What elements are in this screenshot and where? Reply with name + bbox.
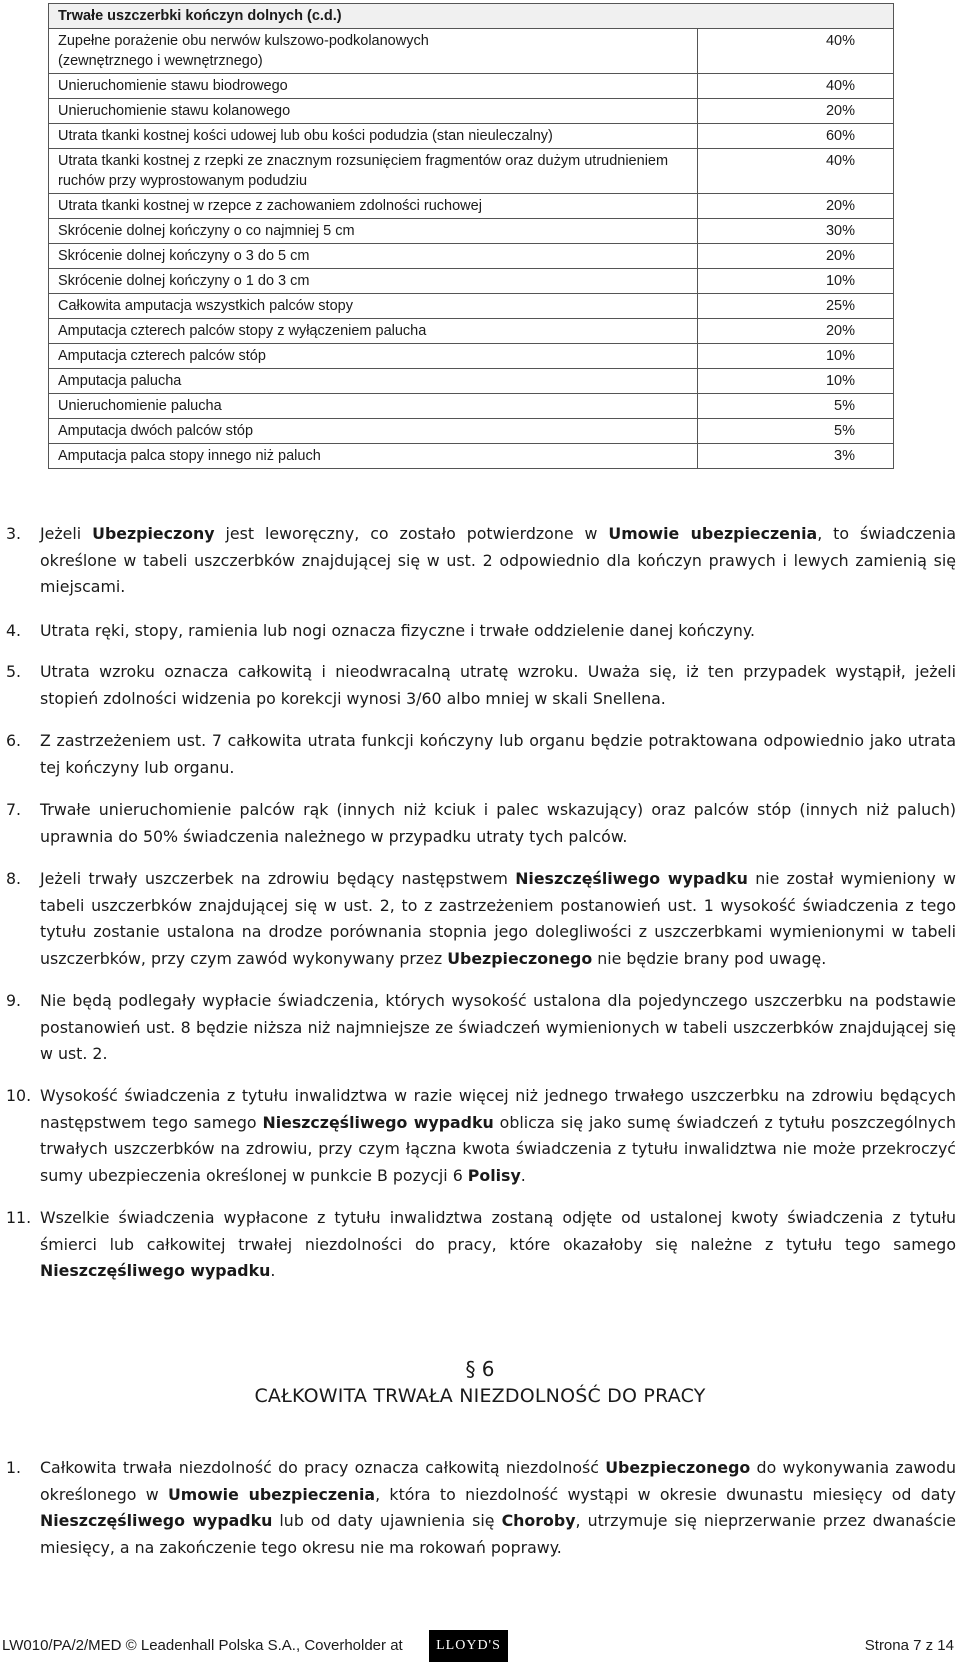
text-run: Wysokość świadczenia z tytułu inwalidztwa w razie więcej niż jednego trwałego uszczerbku na zdrowiu będących następstwem tego samego (40, 1086, 956, 1132)
text-run: , to świadczenia określone w tabeli uszczerbków znajdującej się w ust. 2 odpowiednio dla kończyn prawych i lewych zamienią się miejscami. (40, 524, 957, 596)
paragraph-number: 4. (6, 621, 22, 640)
row-value: 30% (698, 219, 894, 244)
row-value: 20% (698, 99, 894, 124)
table-row (49, 149, 894, 194)
row-value: 10% (698, 369, 894, 394)
table-row (49, 219, 894, 244)
paragraph-number: 7. (6, 800, 22, 819)
defined-term: Ubezpieczonego (605, 1458, 751, 1477)
defined-term: Nieszczęśliwego wypadku (40, 1511, 273, 1530)
paragraph-text (40, 1205, 956, 1285)
row-label: Amputacja palca stopy innego niż paluch (49, 444, 698, 469)
table-row (49, 74, 894, 99)
page-number: Strona 7 z 14 (864, 1637, 954, 1654)
text-run: Trwałe unieruchomienie palców rąk (innych niż kciuk i palec wskazujący) oraz palców stóp (innych niż paluch) uprawnia do 50% świadczenia należnego w przypadku utraty tych palców. (40, 800, 956, 846)
table-row (49, 319, 894, 344)
paragraph-text (40, 659, 956, 712)
text-run: Utrata wzroku oznacza całkowitą i nieodwracalną utratę wzroku. Uważa się, iż ten przypadek wystąpił, jeżeli stopień zdolności widzenia po korekcji wynosi 3/60 albo mniej w skali Snellena. (40, 662, 956, 708)
defined-term: Nieszczęśliwego wypadku (262, 1112, 494, 1132)
table-row (49, 444, 894, 469)
row-value: 5% (698, 394, 894, 419)
defined-term: Umowie ubezpieczenia (608, 524, 818, 543)
paragraph-text (40, 866, 956, 972)
table-row (49, 244, 894, 269)
table-row (49, 124, 894, 149)
row-label: Zupełne porażenie obu nerwów kulszowo-podkolanowych (zewnętrznego i wewnętrznego) (49, 29, 698, 74)
row-label: Unieruchomienie palucha (49, 394, 698, 419)
paragraph-text (40, 988, 956, 1068)
defined-term: Ubezpieczony (92, 524, 215, 543)
paragraph-text (40, 618, 956, 645)
row-label: Unieruchomienie stawu kolanowego (49, 99, 698, 124)
table-row (49, 419, 894, 444)
text-run: Utrata ręki, stopy, ramienia lub nogi oznacza fizyczne i trwałe oddzielenie danej kończyny. (40, 621, 755, 640)
row-label: Utrata tkanki kostnej z rzepki ze znacznym rozsunięciem fragmentów oraz dużym utrudnieniem ruchów przy wyprostowanym podudziu (49, 149, 698, 194)
row-label: Skrócenie dolnej kończyny o co najmniej 5 cm (49, 219, 698, 244)
row-label: Utrata tkanki kostnej kości udowej lub obu kości podudzia (stan nieuleczalny) (49, 124, 698, 149)
row-label: Amputacja dwóch palców stóp (49, 419, 698, 444)
table-row (49, 269, 894, 294)
row-label: Utrata tkanki kostnej w rzepce z zachowaniem zdolności ruchowej (49, 194, 698, 219)
text-run: jest leworęczny, co zostało potwierdzone w (214, 524, 609, 543)
row-value: 20% (698, 319, 894, 344)
text-run: do wykonywania zawodu określonego w (40, 1458, 956, 1504)
defined-term: Ubezpieczonego (447, 948, 593, 968)
row-label: Skrócenie dolnej kończyny o 3 do 5 cm (49, 244, 698, 269)
text-run: Jeżeli trwały uszczerbek na zdrowiu będący następstwem (40, 869, 516, 888)
text-run: Z zastrzeżeniem ust. 7 całkowita utrata funkcji kończyny lub organu będzie potraktowana odpowiednio jako utrata tej kończyny lub organu. (40, 731, 956, 777)
text-run: , utrzymuje się nieprzerwanie przez dwanaście miesięcy, a na zakończenie tego okresu nie ma rokowań poprawy. (40, 1511, 956, 1557)
footer-document-code: LW010/PA/2/MED © Leadenhall Polska S.A., Coverholder at (2, 1637, 403, 1654)
row-label: Amputacja czterech palców stóp (49, 344, 698, 369)
table-row (49, 344, 894, 369)
text-run: nie został wymieniony w tabeli uszczerbków znajdującej się w ust. 2, to z zastrzeżeniem postanowień ust. 1 wysokość świadczenia z tego tytułu zostanie ustalona na drodze porównania stopnia jego dolegliwości z uszczerbkami wymienionymi w tabeli uszczerbków, przy czym zawód wykonywany przez (40, 869, 956, 968)
paragraph-text (40, 1083, 956, 1189)
text-run: lub od daty ujawnienia się (272, 1511, 502, 1530)
table-header: Trwałe uszczerbki kończyn dolnych (c.d.) (49, 4, 894, 29)
row-value: 40% (698, 29, 894, 74)
row-value: 40% (698, 149, 894, 194)
paragraph-text (40, 728, 956, 781)
page-footer (0, 1630, 960, 1664)
paragraph-number: 1. (6, 1458, 22, 1477)
text-run: oblicza się jako sumę świadczeń z tytułu poszczególnych trwałych uszczerbków na zdrowiu, przy czym łączna kwota świadczenia z tytułu inwalidztwa nie może przekroczyć sumy ubezpieczenia określonej w punkcie B pozycji 6 (40, 1112, 956, 1185)
table-row (49, 29, 894, 74)
row-label: Amputacja palucha (49, 369, 698, 394)
paragraph-number: 10. (6, 1086, 32, 1105)
defined-term: Polisy (467, 1165, 521, 1185)
row-label: Skrócenie dolnej kończyny o 1 do 3 cm (49, 269, 698, 294)
defined-term: Choroby (501, 1511, 576, 1530)
table-row (49, 394, 894, 419)
row-value: 10% (698, 269, 894, 294)
text-run: Całkowita trwała niezdolność do pracy oznacza całkowitą niezdolność (40, 1458, 606, 1477)
row-value: 5% (698, 419, 894, 444)
injury-table (48, 3, 894, 469)
paragraph-number: 11. (6, 1208, 32, 1227)
text-run: , która to niezdolność wystąpi w okresie dwunastu miesięcy od daty (375, 1484, 956, 1504)
paragraph-text (40, 521, 956, 601)
defined-term: Nieszczęśliwego wypadku (515, 869, 748, 888)
section-number: § 6 (465, 1357, 495, 1381)
text-run: . (520, 1165, 526, 1185)
section-title: CAŁKOWITA TRWAŁA NIEZDOLNOŚĆ DO PRACY (254, 1385, 706, 1407)
text-run: Jeżeli (40, 524, 93, 543)
text-run: . (270, 1261, 276, 1280)
table-row (49, 194, 894, 219)
paragraph-number: 9. (6, 991, 22, 1010)
paragraph-number: 3. (6, 524, 22, 543)
text-run: Nie będą podlegały wypłacie świadczenia, których wysokość ustalona dla pojedynczego uszczerbku na podstawie postanowień ust. 8 będzie niższa niż najmniejsze ze świadczeń wymienionych w tabeli uszczerbków znajdującej się w ust. 2. (40, 991, 956, 1063)
paragraph-text (40, 1455, 956, 1561)
table-row (49, 99, 894, 124)
text-run: Wszelkie świadczenia wypłacone z tytułu inwalidztwa zostaną odjęte od ustalonej kwoty świadczenia z tytułu śmierci lub całkowitej trwałej niezdolności do pracy, które okazałoby się należne z tytułu tego samego (40, 1208, 956, 1254)
row-value: 60% (698, 124, 894, 149)
row-label: Amputacja czterech palców stopy z wyłączeniem palucha (49, 319, 698, 344)
table-row (49, 294, 894, 319)
row-value: 10% (698, 344, 894, 369)
row-value: 3% (698, 444, 894, 469)
table-row (49, 369, 894, 394)
row-label: Całkowita amputacja wszystkich palców stopy (49, 294, 698, 319)
paragraph-number: 5. (6, 662, 22, 681)
row-value: 20% (698, 244, 894, 269)
defined-term: Umowie ubezpieczenia (167, 1484, 376, 1504)
row-value: 20% (698, 194, 894, 219)
paragraph-text (40, 797, 956, 850)
row-value: 25% (698, 294, 894, 319)
paragraph-number: 8. (6, 869, 22, 888)
row-label: Unieruchomienie stawu biodrowego (49, 74, 698, 99)
text-run: nie będzie brany pod uwagę. (592, 948, 827, 968)
lloyds-logo: LLOYD'S (429, 1630, 508, 1662)
row-value: 40% (698, 74, 894, 99)
paragraph-number: 6. (6, 731, 22, 750)
defined-term: Nieszczęśliwego wypadku (40, 1261, 271, 1280)
